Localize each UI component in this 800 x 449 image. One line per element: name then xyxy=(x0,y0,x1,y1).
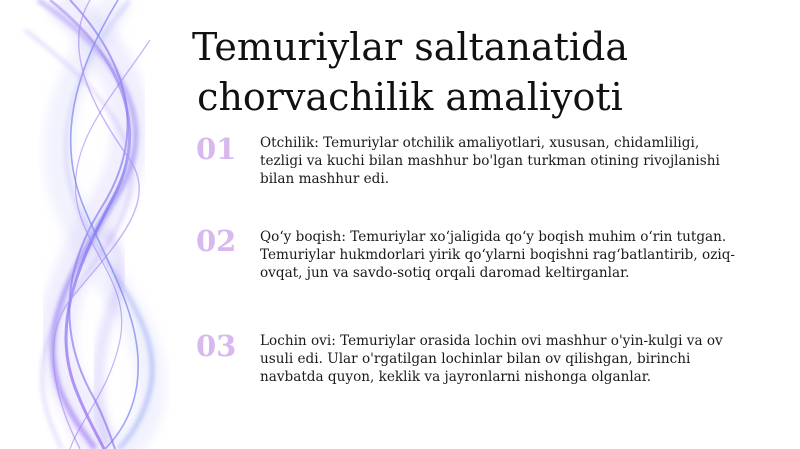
item-text: Qo‘y boqish: Temuriylar xo‘jaligida qo‘y boqish muhim o‘rin tutgan. Temuriylar hukmdorlari yirik qo‘ylarni boqishni rag‘batlantirib, oziq-ovqat, jun va savdo-sotiq orqali daromad keltirganlar. xyxy=(260,229,736,281)
item-number: 02 xyxy=(196,224,237,258)
item-number: 01 xyxy=(196,132,237,166)
item-number: 03 xyxy=(196,329,237,363)
item-text: Lochin ovi: Temuriylar orasida lochin ovi mashhur o'yin-kulgi va ov usuli edi. Ular o'rgatilgan lochinlar bilan ov qilishgan, birinchi navbatda quyon, keklik va jayronlarni nishonga olganlar. xyxy=(260,333,723,385)
item-text: Otchilik: Temuriylar otchilik amaliyotlari, xususan, chidamliligi, tezligi va kuchi bilan mashhur bo'lgan turkman otining rivojlanishi bilan mashhur edi. xyxy=(260,135,720,187)
title-line-2: chorvachilik amaliyoti xyxy=(197,75,623,119)
title-line-1: Temuriylar saltanatida xyxy=(192,25,628,69)
page-title xyxy=(150,22,670,122)
